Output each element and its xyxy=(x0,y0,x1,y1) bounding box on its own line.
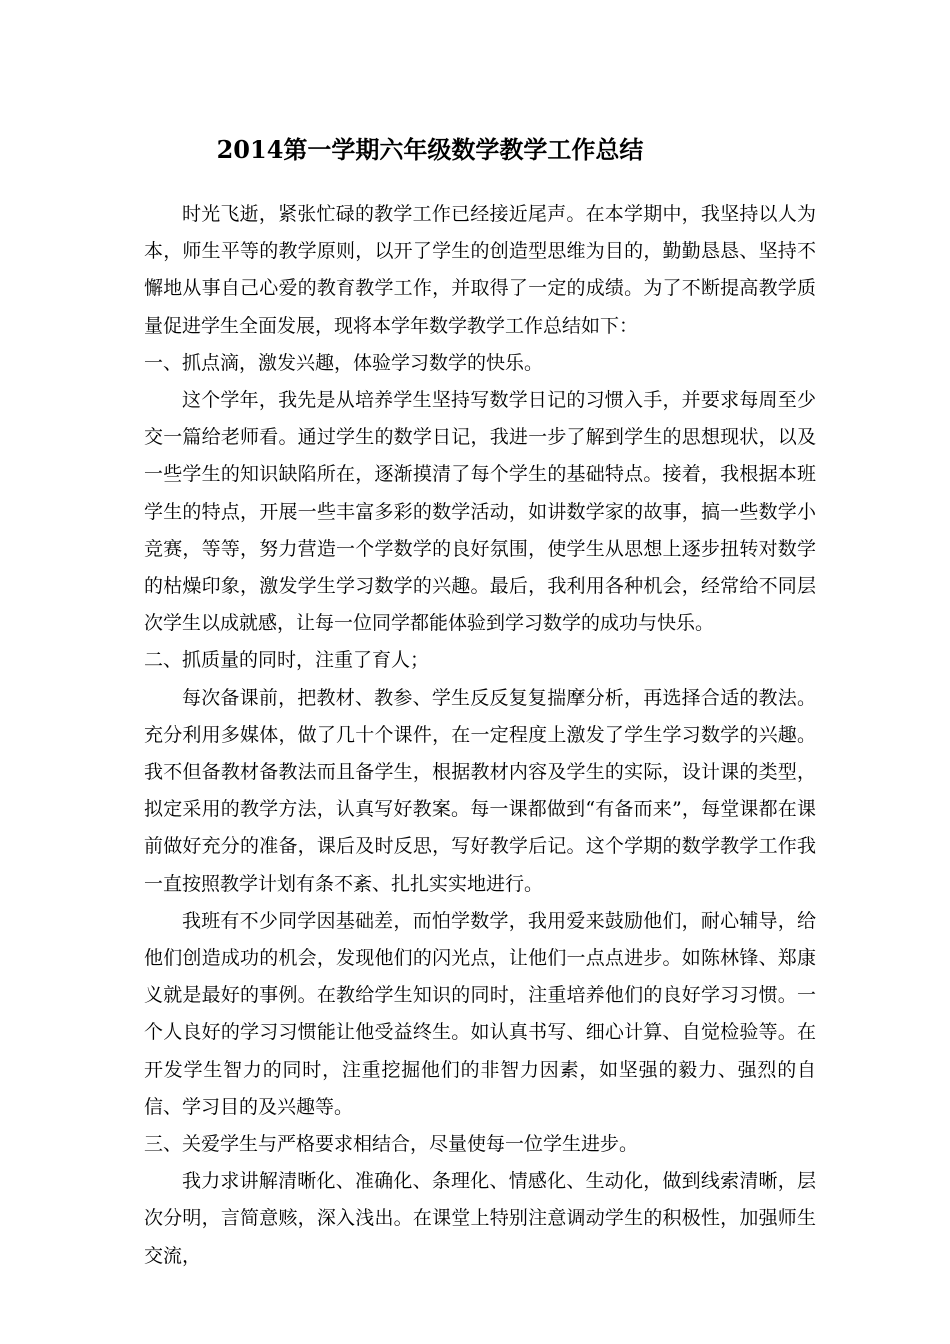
document-body xyxy=(144,196,816,1275)
document-title: 2014第一学期六年级数学教学工作总结 xyxy=(216,135,644,164)
paragraph-section-1: 这个学年，我先是从培养学生坚持写数学日记的习惯入手，并要求每周至少交一篇给老师看。通过学生的数学日记，我进一步了解到学生的思想现状，以及一些学生的知识缺陷所在，逐渐摸清了每个学生的基础特点。接着，我根据本班学生的特点，开展一些丰富多彩的数学活动，如讲数学家的故事，搞一些数学小竞赛，等等，努力营造一个学数学的良好氛围，使学生从思想上逐步扭转对数学的枯燥印象，激发学生学习数学的兴趣。最后，我利用各种机会，经常给不同层次学生以成就感，让每一位同学都能体验到学习数学的成功与快乐。 xyxy=(144,389,816,635)
paragraph-section-3: 我力求讲解清晰化、准确化、条理化、情感化、生动化，做到线索清晰，层次分明，言简意赅，深入浅出。在课堂上特别注意调动学生的积极性，加强师生交流， xyxy=(144,1170,816,1267)
section-heading-2: 二、抓质量的同时，注重了育人； xyxy=(144,649,430,672)
paragraph-intro: 时光飞逝，紧张忙碌的教学工作已经接近尾声。在本学期中，我坚持以人为本，师生平等的教学原则，以开了学生的创造型思维为目的，勤勤恳恳、坚持不懈地从事自己心爱的教育教学工作，并取得了一定的成绩。为了不断提高教学质量促进学生全面发展，现将本学年数学教学工作总结如下： xyxy=(144,203,816,337)
section-heading-1: 一、抓点滴，激发兴趣，体验学习数学的快乐。 xyxy=(144,351,544,374)
section-heading-3: 三、关爱学生与严格要求相结合，尽量使每一位学生进步。 xyxy=(144,1133,639,1156)
paragraph-section-2b: 我班有不少同学因基础差，而怕学数学，我用爱来鼓励他们，耐心辅导，给他们创造成功的机会，发现他们的闪光点，让他们一点点进步。如陈林锋、郑康义就是最好的事例。在教给学生知识的同时，注重培养他们的良好学习习惯。一个人良好的学习习惯能让他受益终生。如认真书写、细心计算、自觉检验等。在开发学生智力的同时，注重挖掘他们的非智力因素，如坚强的毅力、强烈的自信、学习目的及兴趣等。 xyxy=(144,909,816,1118)
paragraph-section-2a: 每次备课前，把教材、教参、学生反反复复揣摩分析，再选择合适的教法。充分利用多媒体，做了几十个课件，在一定程度上激发了学生学习数学的兴趣。我不但备教材备教法而且备学生，根据教材内容及学生的实际，设计课的类型，拟定采用的教学方法，认真写好教案。每一课都做到“有备而来”，每堂课都在课前做好充分的准备，课后及时反思，写好教学后记。这个学期的数学教学工作我一直按照教学计划有条不紊、扎扎实实地进行。 xyxy=(144,686,816,895)
